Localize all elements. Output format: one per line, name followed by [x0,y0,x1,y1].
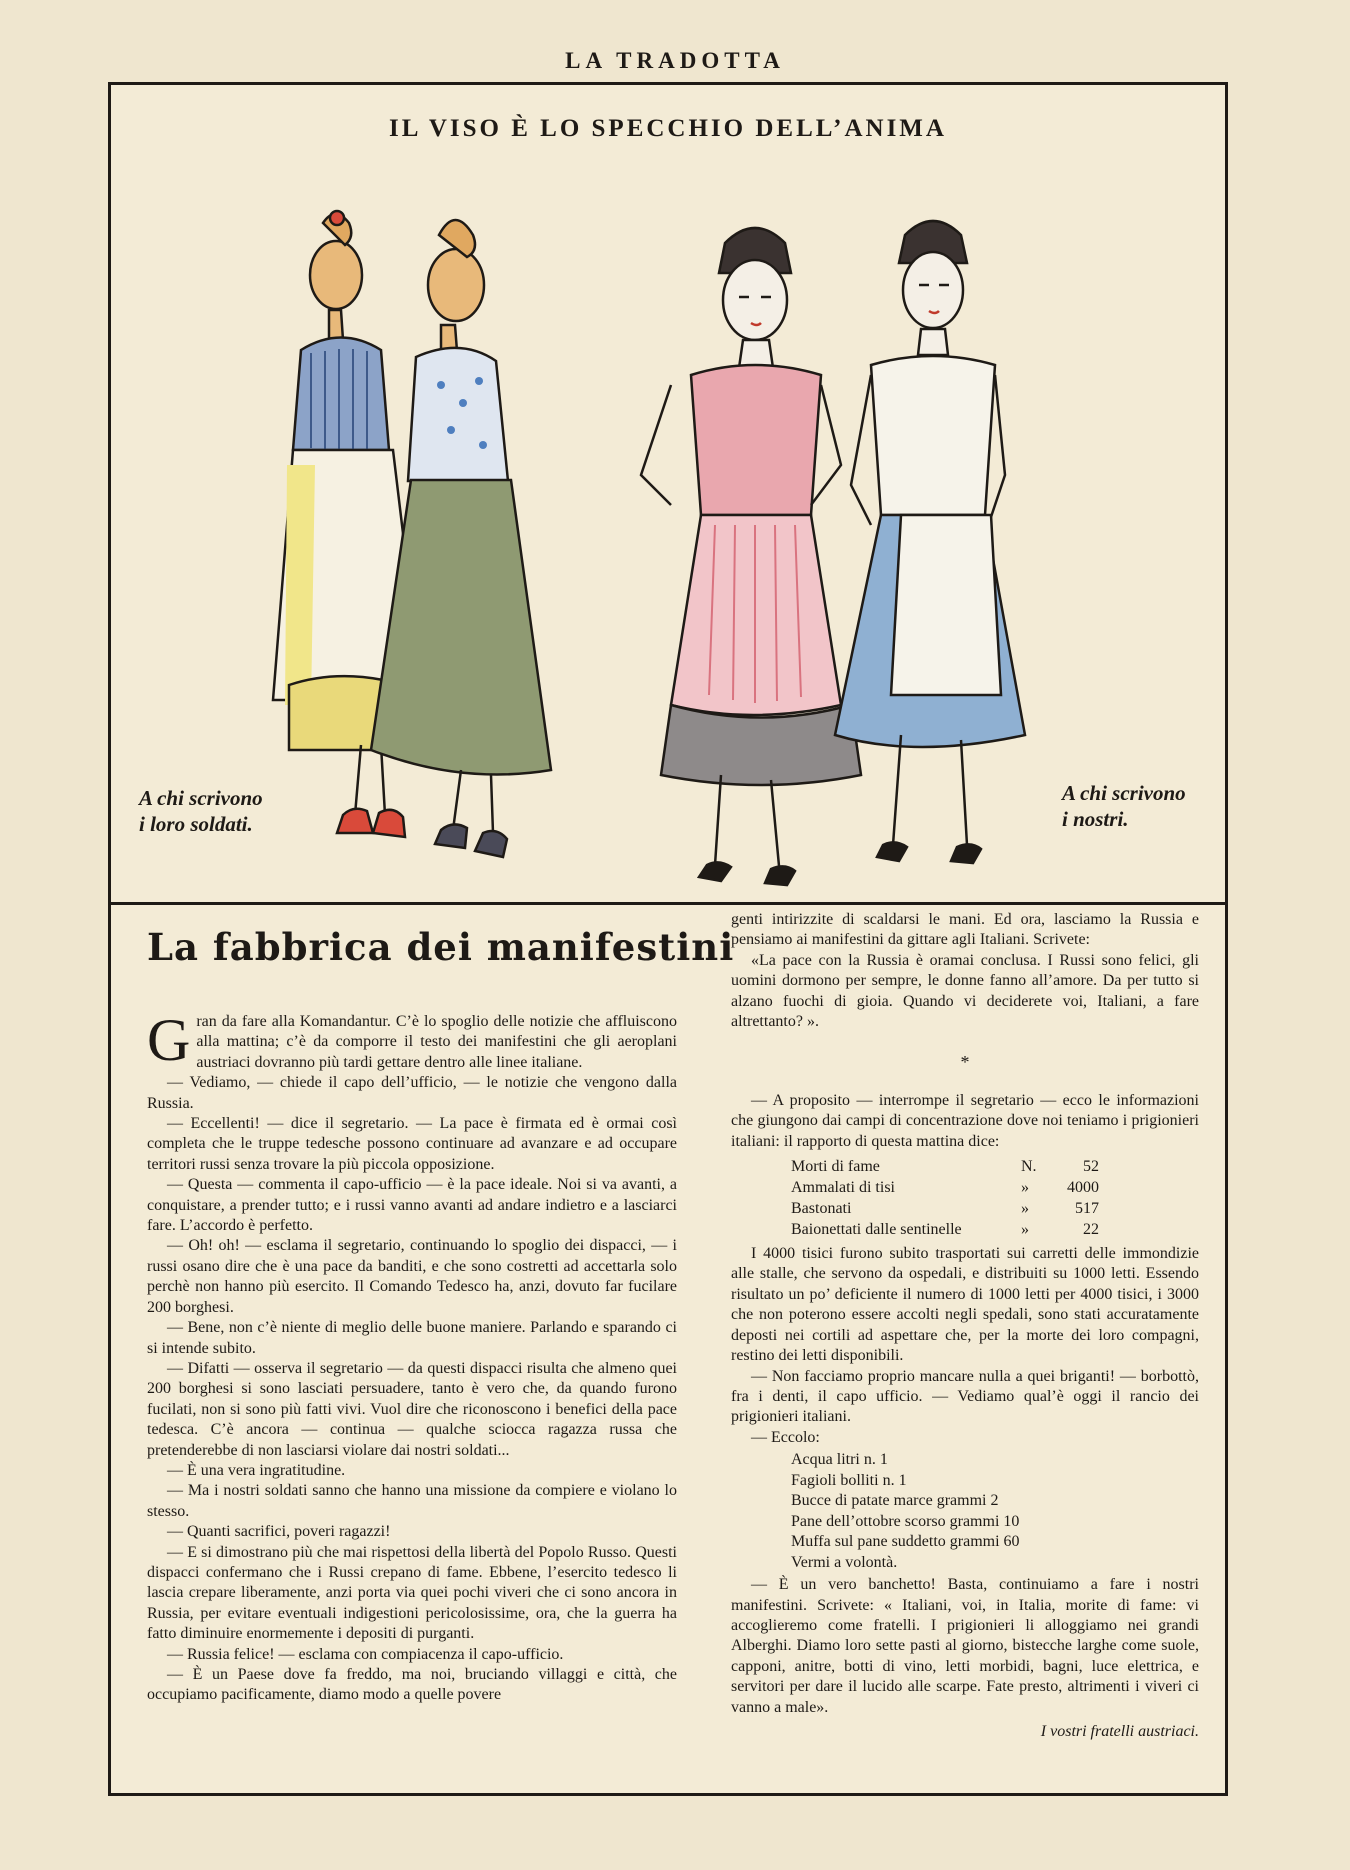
caption-right-line-2: i nostri. [1062,807,1129,831]
manifesto-quote: «La pace con la Russia è oramai conclusa. I Russi sono felici, gli uomini dormono per sempre, le donne fanno all’amore. Da per tutto si alzano fuochi di gioia. Quando vi deciderete voi, Italiani, a fare altrettanto? ». [731,951,1199,1031]
caption-left-line-1: A chi scrivono [139,786,263,810]
paragraph: — A proposito — interrompe il segretario — ecco le informazioni che giungono dai campi di concentrazione dove noi teniamo i prigionieri italiani: il rapporto di questa mattina dice: [731,1091,1199,1150]
cartoon-panel [111,85,1225,905]
page-frame [108,82,1228,1796]
cartoon-illustration [111,85,1225,900]
figure-right-2 [835,221,1025,863]
caption-left [139,785,263,837]
article-title: La fabbrica dei manifestini [147,925,735,969]
table-row: Bastonati » 517 [791,1200,1099,1218]
paragraph: — Quanti sacrifici, poveri ragazzi! [167,1523,391,1541]
paragraph: — È un Paese dove fa freddo, ma noi, bruciando villaggi e città, che occupiamo pacificamente, diamo modo a quelle povere [147,1666,677,1704]
table-row: Morti di fame N. 52 [791,1158,1099,1176]
list-item: Fagioli bolliti n. 1 [791,1471,907,1489]
paragraph: — Ma i nostri soldati sanno che hanno una missione da compiere e violano lo stesso. [147,1482,677,1520]
figure-right-1 [641,228,861,885]
paragraph: — Oh! oh! — esclama il segretario, continuando lo spoglio dei dispacci, — i russi osano dire che è una pace da banditi, e che sono costretti ad accettarla solo perchè non hanno più esercito. Il Comando Tedesco ha, anzi, dovuto far fucilare 200 borghesi. [147,1237,677,1316]
paragraph: — Eccolo: [751,1428,820,1446]
paragraph: — Vediamo, — chiede il capo dell’ufficio, — le notizie che vengono dalla Russia. [147,1074,677,1112]
signature: I vostri fratelli austriaci. [1040,1722,1199,1740]
paragraph: — Russia felice! — esclama con compiacenza il capo-ufficio. [167,1645,564,1663]
paragraph: — Questa — commenta il capo-ufficio — è la pace ideale. Noi si va avanti, a conquistare, a prender tutto; e i russi vanno avanti ad andare indietro e a lasciarci fare. L’accordo è perfetto. [147,1176,677,1235]
list-item: Acqua litri n. 1 [791,1451,888,1469]
list-item: Bucce di patate marce grammi 2 [791,1492,999,1510]
list-item: Pane dell’ottobre scorso grammi 10 [791,1512,1020,1530]
article [111,905,1225,1795]
paragraph: — Non facciamo proprio mancare nulla a quei briganti! — borbottò, fra i denti, il capo ufficio. — Vediamo qual’è oggi il rancio dei prigionieri italiani. [731,1367,1199,1426]
caption-right [1062,780,1186,832]
table-row: Baionettati dalle sentinelle » 22 [791,1221,1099,1239]
caption-left-line-2: i loro soldati. [139,812,253,836]
first-paragraph: Gran da fare alla Komandantur. C’è lo spoglio delle notizie che affluiscono alla mattina; c’è da comporre il testo dei manifestini che gli aeroplani austriaci dovranno più tardi gettare dentro alle linee italiane. [147,1007,677,1073]
table-row: Ammalati di tisi » 4000 [791,1179,1099,1197]
paragraph: I 4000 tisici furono subito trasportati sui carretti delle immondizie alle stalle, che servono da ospedali, e distribuiti su 1000 letti. Essendo risultato un po’ deficiente il numero di 1000 letti per 4000 tisici, i 3000 che non poterono essere accolti negli spedali, sono stati accuratamente deposti nei cortili ad aspettare che, per la morte dei loro compagni, restino dei letti disponibili. [731,1245,1199,1365]
list-item: Vermi a volontà. [791,1553,898,1571]
section-separator: * [960,1052,970,1073]
list-item: Muffa sul pane suddetto grammi 60 [791,1533,1020,1551]
ration-list [791,1450,1199,1573]
paragraph: — Eccellenti! — dice il segretario. — La pace è firmata ed è ormai così completa che le truppe tedesche possono continuare ad avanzare e ad occupare territori russi senza trovare la più piccola opposizione. [147,1115,677,1173]
paragraph: — E si dimostrano più che mai rispettosi della libertà del Popolo Russo. Questi dispacci confermano che i Russi crepano di fame. Ebbene, l’esercito tedesco li lascia crepare liberamente, anzi porta via quei pochi viveri che ci sono ancora in Russia, per evitare eventuali indigestioni pericolosissime, ora, che la guerra ha fatto diminuire enormemente i depositi di purganti. [147,1543,677,1643]
article-column-right [731,910,1199,1742]
paragraph: — È una vera ingratitudine. [167,1461,346,1479]
paragraph: — È un vero banchetto! Basta, continuiamo a fare i nostri manifestini. Scrivete: « Italiani, voi, in Italia, morite di fame: vi accoglieremo come fratelli. I prigionieri li alloggiamo nei grandi Alberghi. Diamo loro sette pasti al giorno, bistecche larghe come suole, capponi, anitre, botti di vino, letti morbidi, bagni, luce elettrica, e servitori per dare il lucido alle scarpe. Fate presto, altrimenti i viveri ci vanno a male». [731,1576,1199,1716]
paragraph: — Difatti — osserva il segretario — da questi dispacci risulta che almeno quei 200 borghesi si sono lasciati persuadere, tanto è vero che, da quando furono fucilati, non si sono più fatti vivi. Vuol dire che riconoscono i benefici della pace tedesca. C’è ancora — continua — qualche sciocca ragazza russa che pretenderebbe di non lasciarsi violare dai nostri soldati... [147,1359,677,1459]
dropcap: G [147,1007,191,1073]
page-header: LA TRADOTTA [565,48,785,73]
paragraph-continuation: genti intirizzite di scaldarsi le mani. Ed ora, lasciamo la Russia e pensiamo ai manifestini da gittare agli Italiani. Scrivete: [731,911,1199,949]
cartoon-title: IL VISO È LO SPECCHIO DELL’ANIMA [389,115,947,142]
caption-right-line-1: A chi scrivono [1062,781,1186,805]
article-column-left [147,1007,677,1706]
paragraph: — Bene, non c’è niente di meglio delle buone maniere. Parlando e sparando ci si intende subito. [147,1319,677,1357]
report-table [791,1156,1099,1240]
